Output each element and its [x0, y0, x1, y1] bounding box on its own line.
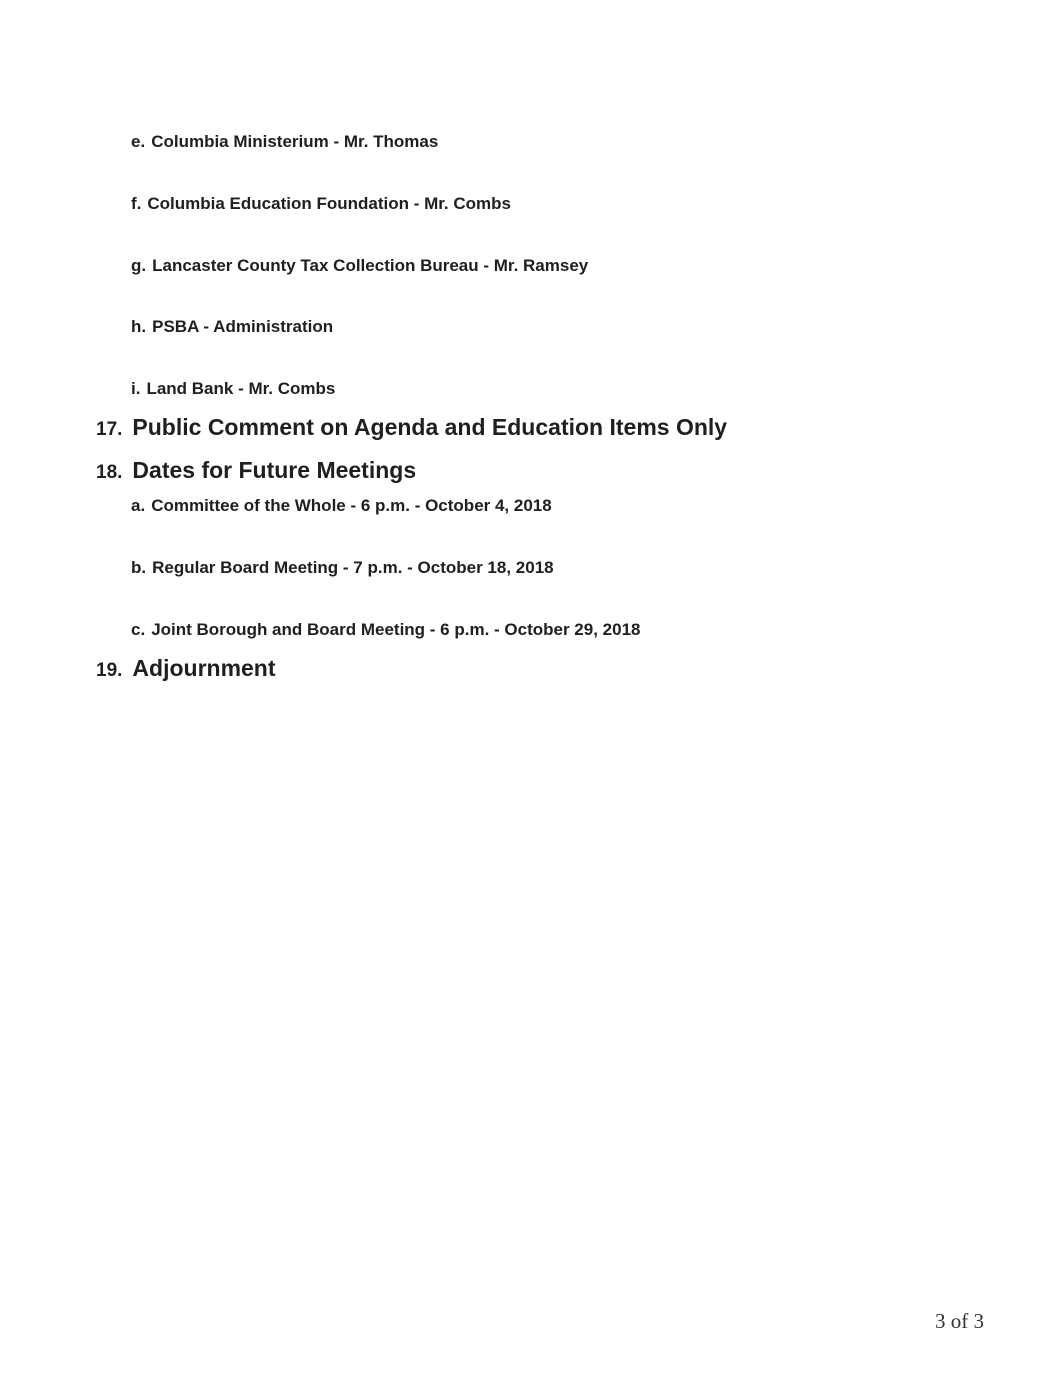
item-title: Public Comment on Agenda and Education Items Only: [132, 414, 728, 440]
subitem-text: Lancaster County Tax Collection Bureau - Mr. Ramsey: [152, 256, 589, 275]
agenda-subitem-b: [131, 557, 554, 579]
agenda-subitem-e: [131, 131, 438, 153]
subitem-letter: f.: [131, 194, 142, 213]
subitem-letter: b.: [131, 558, 147, 577]
subitem-letter: a.: [131, 496, 146, 515]
item-number: 18.: [96, 462, 123, 483]
agenda-subitem-h: [131, 316, 333, 338]
subitem-text: Joint Borough and Board Meeting - 6 p.m. - October 29, 2018: [151, 620, 641, 639]
agenda-subitem-c: [131, 619, 640, 641]
subitem-text: PSBA - Administration: [152, 317, 334, 336]
agenda-item-17: [96, 413, 727, 445]
subitem-letter: c.: [131, 620, 146, 639]
item-number: 19.: [96, 660, 123, 681]
agenda-item-18: [96, 456, 416, 488]
agenda-subitem-g: [131, 255, 588, 277]
item-title: Dates for Future Meetings: [132, 457, 417, 483]
item-title: Adjournment: [132, 655, 276, 681]
item-number: 17.: [96, 419, 123, 440]
subitem-text: Committee of the Whole - 6 p.m. - October 4, 2018: [151, 496, 552, 515]
subitem-text: Columbia Education Foundation - Mr. Combs: [147, 194, 511, 213]
page-number: 3 of 3: [935, 1309, 984, 1333]
agenda-item-19: [96, 654, 276, 686]
subitem-letter: e.: [131, 132, 146, 151]
subitem-text: Land Bank - Mr. Combs: [146, 379, 336, 398]
agenda-subitem-f: [131, 193, 511, 215]
agenda-subitem-a: [131, 495, 552, 517]
subitem-text: Columbia Ministerium - Mr. Thomas: [151, 132, 439, 151]
subitem-letter: h.: [131, 317, 147, 336]
subitem-letter: i.: [131, 379, 141, 398]
subitem-letter: g.: [131, 256, 147, 275]
subitem-text: Regular Board Meeting - 7 p.m. - October 18, 2018: [152, 558, 554, 577]
agenda-subitem-i: [131, 378, 335, 400]
